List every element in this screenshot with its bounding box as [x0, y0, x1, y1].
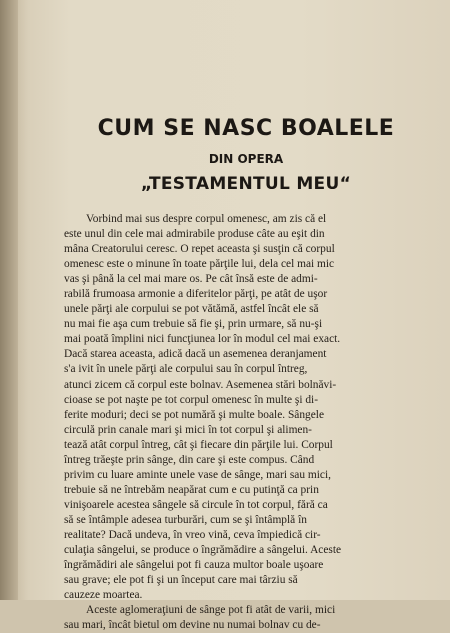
paragraph — [64, 212, 428, 603]
text-line: atunci zicem că corpul este bolnav. Asemenea stări bolnăvi- — [64, 378, 337, 391]
page-gutter-shadow — [0, 0, 18, 600]
text-line: sau mari, încât bietul om devine nu numai bolnav cu de- — [64, 619, 321, 632]
text-line: întreg trăeşte prin sânge, din care şi este compus. Când — [64, 453, 315, 466]
text-line: mai poată împlini nici funcţiunea lor în modul cel mai exact. — [64, 333, 341, 346]
text-line: mâna Creatorului ceresc. O repet aceasta şi susţin că corpul — [64, 243, 335, 256]
text-line: cauzeze moartea. — [64, 589, 143, 602]
text-line: trebuie să ne întrebăm neapărat cum e cu putinţă ca prin — [64, 483, 319, 496]
text-line: vas şi până la cel mai mare os. Pe cât însă este de admi- — [64, 273, 318, 286]
body-text — [64, 212, 428, 633]
text-line: Vorbind mai sus despre corpul omenesc, am zis că el — [86, 213, 327, 225]
work-title: „TESTAMENTUL MEU“ — [140, 174, 352, 194]
page-subtitle: DIN OPERA — [208, 152, 284, 166]
text-line: unele părţi ale corpului se pot vătămă, astfel încât ele să — [64, 303, 319, 316]
text-line: nu mai fie aşa cum trebuie să fie şi, prin urmare, să nu-şi — [64, 318, 323, 331]
text-line: s'a ivit în unele părţi ale corpului sau în corpul întreg, — [64, 363, 308, 376]
text-line: privim cu luare aminte unele vase de sânge, mari sau mici, — [64, 468, 331, 481]
text-line: Dacă starea aceasta, adică dacă un asemenea deranjament — [64, 348, 327, 361]
text-line: cioase se pot naşte pe tot corpul omenesc în multe şi di- — [64, 393, 319, 406]
paragraph — [64, 603, 428, 633]
text-line: omenesc este o minune în toate părţile lui, dela cel mai mic — [64, 258, 335, 271]
text-line: tează atât corpul întreg, cât şi fiecare din părţile lui. Corpul — [64, 438, 333, 451]
text-line: Aceste aglomeraţiuni de sânge pot fi atât de varii, mici — [86, 604, 336, 617]
text-line: îngrămădiri ale sângelui pot fi cauza multor boale uşoare — [64, 559, 324, 572]
text-line: realitate? Dacă undeva, în vreo vină, ceva împiedică cir- — [64, 528, 321, 541]
text-line: culaţia sângelui, se produce o îngrămădire a sângelui. Aceste — [64, 544, 342, 557]
text-line: să se întâmple adesea turburări, cum se şi întâmplă în — [64, 513, 307, 526]
text-line: rabilă frumoasa armonie a diferitelor părţi, pe atât de uşor — [64, 288, 328, 301]
text-line: vinişoarele acestea sângele să circule în tot corpul, fără ca — [64, 498, 328, 511]
text-line: este unul din cele mai admirabile produse câte au eşit din — [64, 228, 325, 241]
text-line: ferite moduri; deci se pot numără şi multe boale. Sângele — [64, 408, 325, 421]
text-line: sau grave; ele pot fi şi un început care mai târziu să — [64, 574, 298, 587]
page-title: CUM SE NASC BOALELE — [97, 116, 395, 141]
text-line: circulă prin canale mari şi mici în tot corpul şi alimen- — [64, 423, 312, 436]
